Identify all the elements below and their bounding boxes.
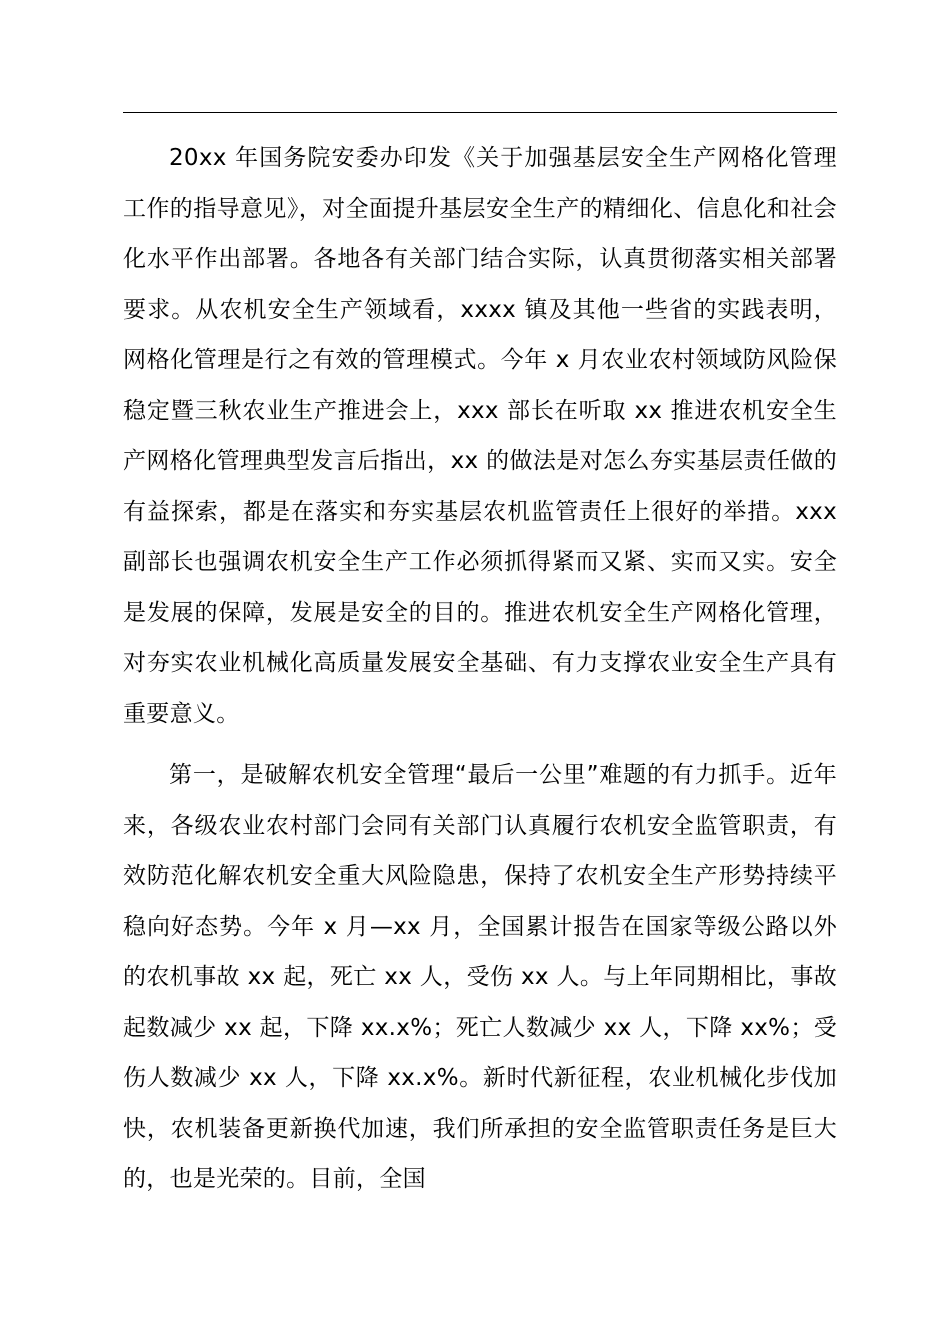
header-rule — [123, 112, 837, 113]
document-body — [123, 133, 837, 1205]
paragraph-1: 20xx 年国务院安委办印发《关于加强基层安全生产网格化管理工作的指导意见》，对全面提升基层安全生产的精细化、信息化和社会化水平作出部署。各地各有关部门结合实际，认真贯彻落实相关部署要求。从农机安全生产领域看，xxxx 镇及其他一些省的实践表明，网格化管理是行之有效的管理模式。今年 x 月农业农村领域防风险保稳定暨三秋农业生产推进会上，xxx 部长在听取 xx 推进农机安全生产网格化管理典型发言后指出，xx 的做法是对怎么夯实基层责任做的有益探索，都是在落实和夯实基层农机监管责任上很好的举措。xxx 副部长也强调农机安全生产工作必须抓得紧而又紧、实而又实。安全是发展的保障，发展是安全的目的。推进农机安全生产网格化管理，对夯实农业机械化高质量发展安全基础、有力支撑农业安全生产具有重要意义。 — [123, 145, 837, 727]
paragraph-2: 第一，是破解农机安全管理“最后一公里”难题的有力抓手。近年来，各级农业农村部门会同有关部门认真履行农机安全监管职责，有效防范化解农机安全重大风险隐患，保持了农机安全生产形势持续平稳向好态势。今年 x 月—xx 月，全国累计报告在国家等级公路以外的农机事故 xx 起，死亡 xx 人，受伤 xx 人。与上年同期相比，事故起数减少 xx 起，下降 xx.x%；死亡人数减少 xx 人，下降 xx%；受伤人数减少 xx 人，下降 xx.x%。新时代新征程，农业机械化步伐加快，农机装备更新换代加速，我们所承担的安全监管职责任务是巨大的，也是光荣的。目前，全国 — [123, 762, 837, 1192]
